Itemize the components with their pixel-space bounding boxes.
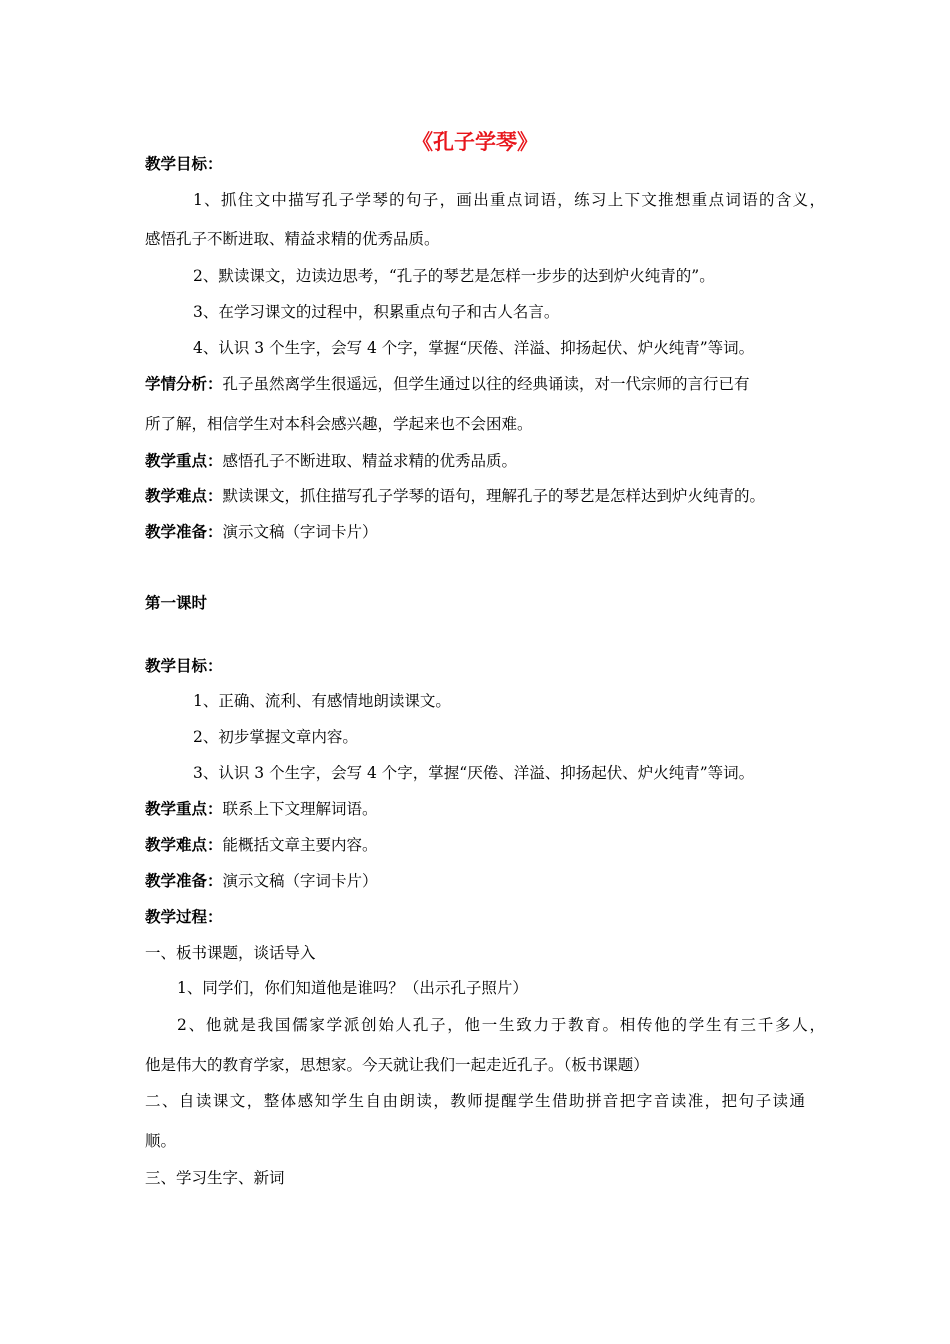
preparation xyxy=(145,522,825,542)
prep-text: 演示文稿（字词卡片） xyxy=(222,523,378,541)
step-1-item-2-line2: 他是伟大的教育学家，思想家。今天就让我们一起走近孔子。（板书课题） xyxy=(145,1056,649,1074)
analysis-line1 xyxy=(145,374,825,394)
lesson-heading: 第一课时 xyxy=(145,594,208,612)
key-label: 教学重点： xyxy=(145,452,223,470)
step-1-item-1: 1、同学们，你们知道他是谁吗？（出示孔子照片） xyxy=(177,979,528,997)
step-1-item-2-line1: 2、他就是我国儒家学派创始人孔子，他一生致力于教育。相传他的学生有三千多人， xyxy=(177,1016,825,1034)
hard-text: 默读课文，抓住描写孔子学琴的语句，理解孔子的琴艺是怎样达到炉火纯青的。 xyxy=(222,487,766,505)
goal-label: 教学目标： xyxy=(145,155,223,173)
lesson-hard-text: 能概括文章主要内容。 xyxy=(222,836,378,854)
lesson-key-label: 教学重点： xyxy=(145,800,223,818)
goal-item-3: 3、在学习课文的过程中，积累重点句子和古人名言。 xyxy=(193,303,560,321)
lesson-hard-label: 教学难点： xyxy=(145,836,223,854)
goal-item-1-line2: 感悟孔子不断进取、精益求精的优秀品质。 xyxy=(145,230,440,248)
lesson-goal-1: 1、正确、流利、有感情地朗读课文。 xyxy=(193,692,451,710)
prep-label: 教学准备： xyxy=(145,523,223,541)
step-2-line2: 顺。 xyxy=(145,1132,177,1150)
goal-item-2: 2、默读课文，边读边思考，“孔子的琴艺是怎样一步步的达到炉火纯青的”。 xyxy=(193,267,715,285)
lesson-goal-2: 2、初步掌握文章内容。 xyxy=(193,728,358,746)
step-2-line1: 二、自读课文，整体感知学生自由朗读，教师提醒学生借助拼音把字音读准，把句子读通 xyxy=(145,1092,805,1110)
key-point xyxy=(145,451,825,471)
key-text: 感悟孔子不断进取、精益求精的优秀品质。 xyxy=(222,452,518,470)
goal-item-4: 4、认识 3 个生字，会写 4 个字，掌握“厌倦、洋溢、抑扬起伏、炉火纯青”等词。 xyxy=(193,339,755,357)
step-1: 一、板书课题，谈话导入 xyxy=(145,944,316,962)
hard-label: 教学难点： xyxy=(145,487,223,505)
process-label: 教学过程： xyxy=(145,908,223,926)
lesson-goal-3: 3、认识 3 个生字，会写 4 个字，掌握“厌倦、洋溢、抑扬起伏、炉火纯青”等词。 xyxy=(193,764,755,782)
lesson-key-point xyxy=(145,799,825,819)
step-3: 三、学习生字、新词 xyxy=(145,1169,285,1187)
analysis-text: 孔子虽然离学生很遥远，但学生通过以往的经典诵读，对一代宗师的言行已有 xyxy=(222,375,750,393)
difficult-point xyxy=(145,486,825,506)
lesson-preparation xyxy=(145,871,825,891)
lesson-goal-label: 教学目标： xyxy=(145,657,223,675)
lesson-difficult-point xyxy=(145,835,825,855)
lesson-prep-label: 教学准备： xyxy=(145,872,223,890)
lesson-prep-text: 演示文稿（字词卡片） xyxy=(222,872,378,890)
analysis-label: 学情分析： xyxy=(145,375,223,393)
lesson-key-text: 联系上下文理解词语。 xyxy=(222,800,378,818)
analysis-line2: 所了解，相信学生对本科会感兴趣，学起来也不会困难。 xyxy=(145,415,533,433)
goal-item-1-line1: 1、抓住文中描写孔子学琴的句子，画出重点词语，练习上下文推想重点词语的含义， xyxy=(193,191,825,209)
document-title: 《孔子学琴》 xyxy=(412,130,538,154)
